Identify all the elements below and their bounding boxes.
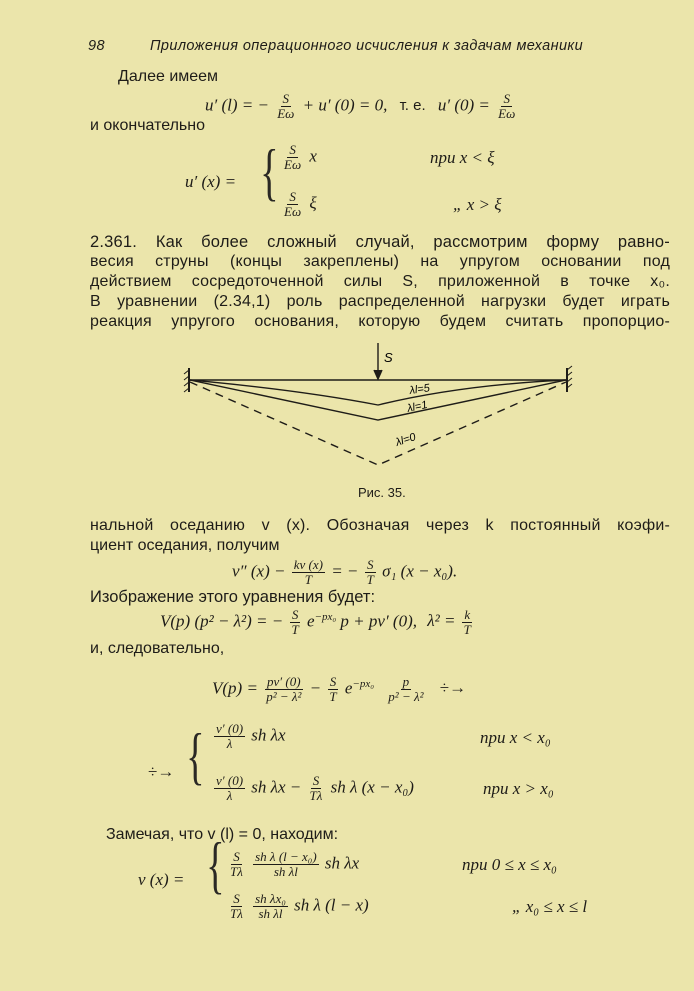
- brace-icon: {: [186, 720, 205, 791]
- text-line: нальной оседанию v (x). Обозначая через k постоянный коэфи-: [90, 517, 670, 534]
- equation-3: [232, 558, 457, 587]
- numerator: S: [233, 891, 240, 906]
- eq-part: −: [309, 678, 322, 698]
- denominator: T: [304, 572, 312, 587]
- text-line: Замечая, что v (l) = 0, находим:: [106, 826, 339, 843]
- text-line: реакция упругого основания, которую будем считать пропорцио-: [90, 313, 670, 330]
- eq-part: v″ (x) −: [232, 561, 286, 581]
- denominator: sh λl: [258, 906, 283, 921]
- numerator: pv′ (0): [267, 674, 301, 689]
- condition: при 0 ≤ x ≤ x₀: [462, 855, 557, 874]
- numerator: v′ (0): [216, 773, 244, 788]
- eq-part: ξ: [309, 193, 317, 213]
- eq-part: sh λx: [324, 853, 360, 873]
- text-line: Изображение этого уравнения будет:: [90, 588, 376, 606]
- denominator: Eω: [284, 204, 302, 219]
- numerator: S: [312, 773, 320, 788]
- exponent: −px₀: [352, 677, 375, 690]
- eq-part: u′ (l) = −: [205, 95, 269, 115]
- eq-lhs: v (x) =: [138, 870, 185, 889]
- text-line: действием сосредоточенной силы S, приложенной в точке x₀.: [90, 273, 670, 290]
- text-line: 2.361. Как более сложный случай, рассмотрим форму равно-: [90, 233, 670, 251]
- denominator: Tλ: [230, 906, 243, 921]
- eq-part: x: [309, 146, 317, 166]
- eq-lhs: u′ (x) =: [185, 172, 237, 191]
- curve-label: λl=5: [408, 382, 431, 397]
- eq-word: т. е.: [399, 97, 426, 115]
- text-line: и окончательно: [90, 117, 205, 134]
- numerator: k: [464, 607, 471, 622]
- text-line: В уравнении (2.34,1) роль распределенной нагрузки будет играть: [90, 293, 670, 310]
- numerator: S: [291, 607, 299, 622]
- eq-part: u′ (0) =: [437, 95, 490, 115]
- eq-part: sh λ (x − x₀): [330, 777, 414, 797]
- numerator: S: [329, 674, 337, 689]
- denominator: Eω: [498, 106, 516, 121]
- numerator: kv (x): [293, 557, 323, 572]
- condition: „ x₀ ≤ x ≤ l: [512, 897, 588, 916]
- numerator: sh λ (l − x₀): [255, 849, 317, 864]
- numerator: S: [233, 849, 240, 864]
- condition: при x < ξ: [430, 148, 495, 167]
- eq-part: p + pv′ (0),: [340, 611, 417, 631]
- denominator: λ: [226, 788, 233, 803]
- figure-caption: Рис. 35.: [358, 485, 406, 500]
- curve-l0: [190, 382, 566, 465]
- curve-label: λl=1: [406, 398, 429, 415]
- eq-part: sh λx: [251, 725, 286, 745]
- text-line: Далее имеем: [118, 68, 219, 85]
- eq-part: λ² =: [427, 611, 456, 631]
- denominator: sh λl: [273, 864, 298, 879]
- arrow-head-icon: [374, 370, 382, 379]
- eq-part: V(p) (p² − λ²) = −: [160, 611, 284, 631]
- numerator: S: [503, 91, 510, 106]
- denominator: Eω: [277, 106, 295, 121]
- condition: при x < x₀: [480, 728, 551, 747]
- numerator: S: [282, 91, 290, 106]
- eq-part: e: [306, 611, 315, 631]
- numerator: p: [402, 674, 410, 689]
- brace-icon: {: [260, 136, 279, 207]
- running-title: Приложения операционного исчисления к задачам механики: [150, 38, 584, 54]
- curve-label: λl=0: [394, 431, 418, 449]
- equation-5: [212, 675, 466, 704]
- numerator: S: [367, 557, 374, 572]
- force-label: S: [384, 350, 393, 365]
- eq-part: V(p) =: [212, 678, 258, 698]
- eq-part: = −: [331, 561, 359, 581]
- condition: „ x > ξ: [453, 195, 502, 214]
- text-line: и, следовательно,: [90, 640, 225, 657]
- denominator: T: [366, 572, 374, 587]
- denominator: T: [291, 622, 299, 637]
- denominator: Tλ: [230, 864, 243, 879]
- denominator: Eω: [284, 157, 302, 172]
- denominator: p² − λ²: [388, 689, 424, 704]
- denominator: λ: [226, 736, 233, 751]
- eq-part: σ₁ (x − x₀).: [382, 561, 458, 581]
- denominator: T: [463, 622, 471, 637]
- eq-part: sh λ (l − x): [294, 895, 369, 915]
- exponent: −px₀: [314, 610, 337, 623]
- numerator: v′ (0): [216, 721, 244, 736]
- transform-arrow-icon: ÷→: [439, 678, 467, 698]
- transform-arrow-icon: ÷→: [148, 762, 175, 781]
- numerator: sh λx₀: [255, 891, 286, 906]
- eq-part: sh λx −: [251, 777, 302, 797]
- brace-icon: {: [206, 829, 225, 900]
- page-number: 98: [88, 38, 105, 54]
- numerator: S: [289, 189, 296, 204]
- text-line: циент оседания, получим: [90, 537, 280, 554]
- text-line: весия струны (концы закреплены) на упругом основании под: [90, 253, 670, 270]
- denominator: Tλ: [309, 788, 323, 803]
- eq-part: e: [344, 678, 353, 698]
- eq-part: + u′ (0) = 0,: [302, 95, 388, 115]
- denominator: T: [329, 689, 337, 704]
- equation-4: [160, 608, 475, 637]
- numerator: S: [289, 142, 296, 157]
- condition: при x > x₀: [483, 779, 554, 798]
- denominator: p² − λ²: [266, 689, 302, 704]
